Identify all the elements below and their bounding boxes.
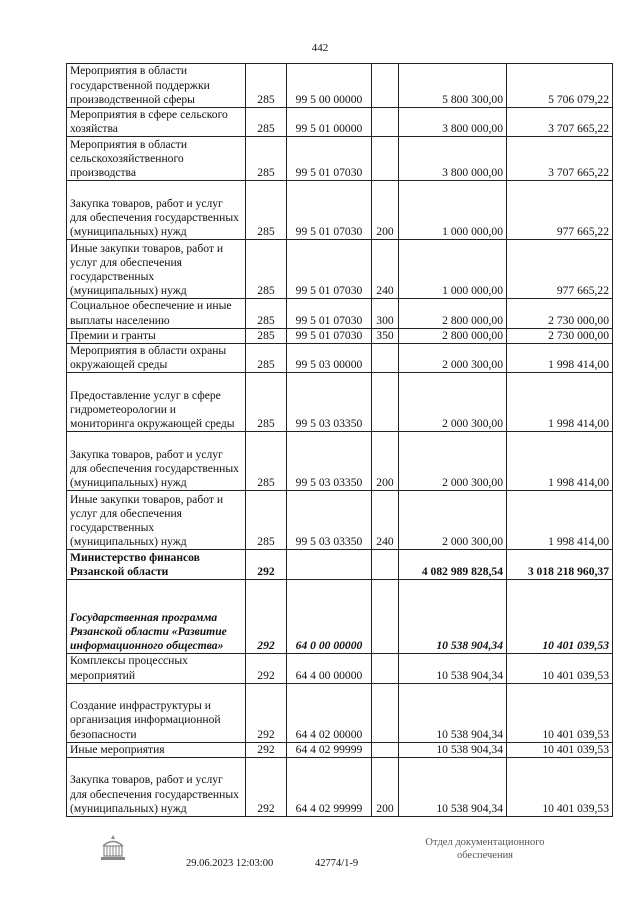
item-name-cell: Государственная программа Рязанской области «Развитие информационного общества» <box>67 580 246 654</box>
executed-amount-cell: 10 401 039,53 <box>507 683 613 742</box>
expense-type-cell: 200 <box>372 758 399 817</box>
item-name-cell: Иные закупки товаров, работ и услуг для обеспечения государственных (муниципальных) нужд <box>67 240 246 299</box>
planned-amount-cell: 2 800 000,00 <box>399 328 507 343</box>
target-article-cell: 99 5 03 00000 <box>287 344 372 373</box>
planned-amount-cell: 2 000 300,00 <box>399 432 507 491</box>
planned-amount-cell: 2 000 300,00 <box>399 491 507 550</box>
grbs-code-cell: 292 <box>246 758 287 817</box>
expense-type-cell <box>372 373 399 432</box>
footer-doc-code: 42774/1-9 <box>315 858 359 869</box>
table-row <box>67 373 613 432</box>
grbs-code-cell: 285 <box>246 64 287 108</box>
target-article-cell: 99 5 03 03350 <box>287 373 372 432</box>
item-name-cell: Иные закупки товаров, работ и услуг для обеспечения государственных (муниципальных) нужд <box>67 491 246 550</box>
planned-amount-cell: 1 000 000,00 <box>399 181 507 240</box>
table-row <box>67 64 613 108</box>
executed-amount-cell: 2 730 000,00 <box>507 299 613 328</box>
item-name-cell: Комплексы процессных мероприятий <box>67 654 246 683</box>
expense-type-cell <box>372 550 399 580</box>
item-name-cell: Мероприятия в области сельскохозяйственного производства <box>67 137 246 181</box>
table-row <box>67 108 613 137</box>
expense-type-cell <box>372 344 399 373</box>
expense-type-cell <box>372 654 399 683</box>
table-row <box>67 742 613 757</box>
table-row <box>67 344 613 373</box>
table-row <box>67 299 613 328</box>
grbs-code-cell: 292 <box>246 580 287 654</box>
item-name-cell: Мероприятия в области охраны окружающей среды <box>67 344 246 373</box>
executed-amount-cell: 1 998 414,00 <box>507 373 613 432</box>
table-row <box>67 240 613 299</box>
budget-table-body <box>67 64 613 817</box>
executed-amount-cell: 1 998 414,00 <box>507 344 613 373</box>
executed-amount-cell: 3 018 218 960,37 <box>507 550 613 580</box>
grbs-code-cell: 285 <box>246 432 287 491</box>
expense-type-cell <box>372 580 399 654</box>
table-row <box>67 683 613 742</box>
executed-amount-cell: 3 707 665,22 <box>507 137 613 181</box>
grbs-code-cell: 285 <box>246 344 287 373</box>
grbs-code-cell: 285 <box>246 491 287 550</box>
planned-amount-cell: 10 538 904,34 <box>399 654 507 683</box>
table-row <box>67 580 613 654</box>
planned-amount-cell: 2 800 000,00 <box>399 299 507 328</box>
table-row <box>67 550 613 580</box>
target-article-cell: 99 5 03 03350 <box>287 491 372 550</box>
target-article-cell: 99 5 01 07030 <box>287 181 372 240</box>
grbs-code-cell: 292 <box>246 550 287 580</box>
planned-amount-cell: 10 538 904,34 <box>399 580 507 654</box>
table-row <box>67 491 613 550</box>
executed-amount-cell: 3 707 665,22 <box>507 108 613 137</box>
planned-amount-cell: 10 538 904,34 <box>399 742 507 757</box>
planned-amount-cell: 10 538 904,34 <box>399 758 507 817</box>
item-name-cell: Закупка товаров, работ и услуг для обеспечения государственных (муниципальных) нужд <box>67 181 246 240</box>
target-article-cell: 64 4 02 00000 <box>287 683 372 742</box>
table-row <box>67 654 613 683</box>
table-row <box>67 181 613 240</box>
expense-type-cell: 300 <box>372 299 399 328</box>
table-row <box>67 758 613 817</box>
executed-amount-cell: 977 665,22 <box>507 240 613 299</box>
expense-type-cell <box>372 137 399 181</box>
grbs-code-cell: 292 <box>246 654 287 683</box>
planned-amount-cell: 1 000 000,00 <box>399 240 507 299</box>
expense-type-cell: 240 <box>372 491 399 550</box>
executed-amount-cell: 10 401 039,53 <box>507 580 613 654</box>
budget-table <box>66 63 613 817</box>
executed-amount-cell: 10 401 039,53 <box>507 742 613 757</box>
executed-amount-cell: 1 998 414,00 <box>507 432 613 491</box>
target-article-cell: 99 5 01 07030 <box>287 299 372 328</box>
table-row <box>67 328 613 343</box>
item-name-cell: Иные мероприятия <box>67 742 246 757</box>
target-article-cell: 99 5 01 07030 <box>287 137 372 181</box>
planned-amount-cell: 2 000 300,00 <box>399 373 507 432</box>
grbs-code-cell: 285 <box>246 299 287 328</box>
target-article-cell: 64 4 02 99999 <box>287 742 372 757</box>
item-name-cell: Министерство финансов Рязанской области <box>67 550 246 580</box>
target-article-cell: 99 5 01 07030 <box>287 328 372 343</box>
grbs-code-cell: 285 <box>246 137 287 181</box>
planned-amount-cell: 3 800 000,00 <box>399 137 507 181</box>
item-name-cell: Закупка товаров, работ и услуг для обеспечения государственных (муниципальных) нужд <box>67 432 246 491</box>
grbs-code-cell: 285 <box>246 181 287 240</box>
grbs-code-cell: 292 <box>246 742 287 757</box>
target-article-cell: 99 5 01 07030 <box>287 240 372 299</box>
grbs-code-cell: 285 <box>246 108 287 137</box>
executed-amount-cell: 977 665,22 <box>507 181 613 240</box>
executed-amount-cell: 2 730 000,00 <box>507 328 613 343</box>
emblem-icon <box>96 832 130 866</box>
expense-type-cell: 240 <box>372 240 399 299</box>
planned-amount-cell: 3 800 000,00 <box>399 108 507 137</box>
item-name-cell: Предоставление услуг в сфере гидрометеорологии и мониторинга окружающей среды <box>67 373 246 432</box>
executed-amount-cell: 10 401 039,53 <box>507 654 613 683</box>
grbs-code-cell: 285 <box>246 328 287 343</box>
grbs-code-cell: 285 <box>246 240 287 299</box>
item-name-cell: Закупка товаров, работ и услуг для обеспечения государственных (муниципальных) нужд <box>67 758 246 817</box>
target-article-cell: 64 0 00 00000 <box>287 580 372 654</box>
expense-type-cell <box>372 742 399 757</box>
executed-amount-cell: 1 998 414,00 <box>507 491 613 550</box>
stamp-text: Отдел документационного обеспечения <box>425 837 545 861</box>
table-row <box>67 137 613 181</box>
expense-type-cell <box>372 64 399 108</box>
target-article-cell: 99 5 03 03350 <box>287 432 372 491</box>
item-name-cell: Премии и гранты <box>67 328 246 343</box>
planned-amount-cell: 5 800 300,00 <box>399 64 507 108</box>
target-article-cell: 99 5 01 00000 <box>287 108 372 137</box>
item-name-cell: Создание инфраструктуры и организация информационной безопасности <box>67 683 246 742</box>
expense-type-cell: 200 <box>372 432 399 491</box>
expense-type-cell <box>372 108 399 137</box>
page-number: 442 <box>311 42 329 54</box>
executed-amount-cell: 10 401 039,53 <box>507 758 613 817</box>
table-row <box>67 432 613 491</box>
target-article-cell: 99 5 00 00000 <box>287 64 372 108</box>
target-article-cell <box>287 550 372 580</box>
planned-amount-cell: 4 082 989 828,54 <box>399 550 507 580</box>
target-article-cell: 64 4 00 00000 <box>287 654 372 683</box>
executed-amount-cell: 5 706 079,22 <box>507 64 613 108</box>
planned-amount-cell: 10 538 904,34 <box>399 683 507 742</box>
item-name-cell: Мероприятия в области государственной поддержки производственной сферы <box>67 64 246 108</box>
expense-type-cell: 350 <box>372 328 399 343</box>
target-article-cell: 64 4 02 99999 <box>287 758 372 817</box>
item-name-cell: Социальное обеспечение и иные выплаты населению <box>67 299 246 328</box>
item-name-cell: Мероприятия в сфере сельского хозяйства <box>67 108 246 137</box>
footer-datetime: 29.06.2023 12:03:00 <box>186 858 274 869</box>
grbs-code-cell: 285 <box>246 373 287 432</box>
planned-amount-cell: 2 000 300,00 <box>399 344 507 373</box>
expense-type-cell: 200 <box>372 181 399 240</box>
grbs-code-cell: 292 <box>246 683 287 742</box>
expense-type-cell <box>372 683 399 742</box>
